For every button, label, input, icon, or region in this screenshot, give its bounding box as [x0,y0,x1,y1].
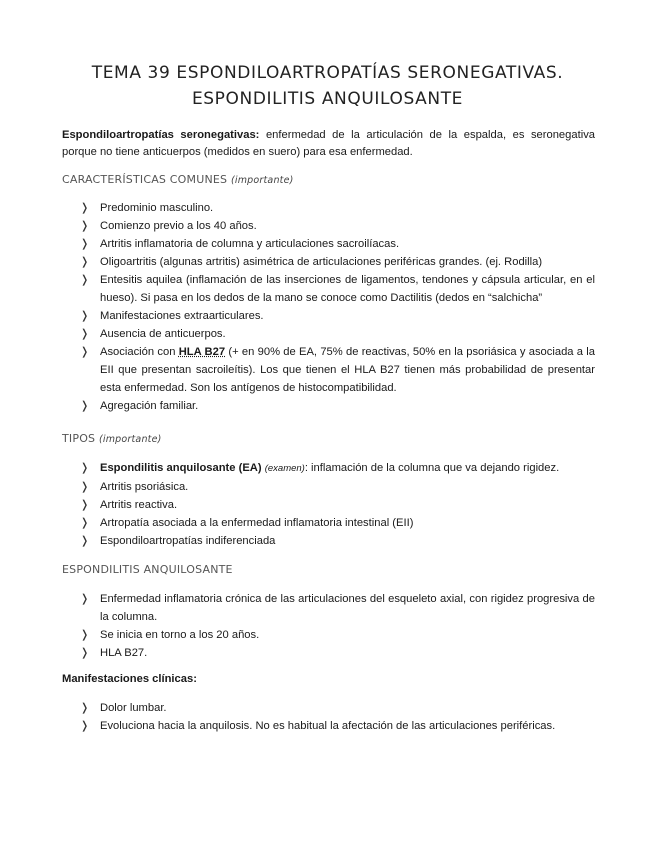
page-title: TEMA 39 ESPONDILOARTROPATÍAS SERONEGATIVAS. ESPONDILITIS ANQUILOSANTE [91,63,564,109]
list-item: ❭ Predominio masculino. [62,199,595,217]
list-item: ❭ Espondiloartropatías indiferenciada [62,532,595,550]
chevron-right-icon: ❭ [80,629,90,641]
section-label: CARACTERÍSTICAS COMUNES [62,173,228,186]
intro-term: Espondiloartropatías seronegativas: [62,129,260,141]
chevron-right-icon: ❭ [80,481,90,493]
section-label: TIPOS [62,432,96,445]
section-label: ESPONDILITIS ANQUILOSANTE [62,563,233,576]
list-item: ❭ Artropatía asociada a la enfermedad inflamatoria intestinal (EII) [62,514,595,532]
list-item: ❭ HLA B27. [62,644,595,662]
chevron-right-icon: ❭ [80,535,90,547]
section-note: (importante) [98,434,162,445]
chevron-right-icon: ❭ [80,517,90,529]
list-item: ❭ Evoluciona hacia la anquilosis. No es habitual la afectación de las articulaciones periféricas. [62,717,595,735]
intro-text: enfermedad de la articulación de la espalda, es seronegativa porque no tiene anticuerpos (medidos en suero) para esa enfermedad. [62,129,596,158]
list-item: ❭ Entesitis aquilea (inflamación de las inserciones de ligamentos, tendones y cápsula articular, en el hueso). Si pasa en los dedos de la mano se conoce como Dactilitis (dedos en “salchicha” [62,271,595,307]
list-item: ❭ Dolor lumbar. [62,699,595,717]
chevron-right-icon: ❭ [80,702,90,714]
chevron-right-icon: ❭ [80,462,90,474]
hla-b27-term: HLA B27 [178,346,226,358]
list-item: ❭ Agregación familiar. [62,397,595,415]
chevron-right-icon: ❭ [80,346,90,358]
section-heading-tipos [62,432,162,445]
list-item: ❭ Artritis reactiva. [62,496,595,514]
list-item: ❭ Comienzo previo a los 40 años. [62,217,595,235]
section-heading-manifestaciones: Manifestaciones clínicas: [62,673,197,685]
chevron-right-icon: ❭ [80,647,90,659]
list-item: ❭ Artritis inflamatoria de columna y articulaciones sacroilíacas. [62,235,595,253]
list-item: ❭ Enfermedad inflamatoria crónica de las articulaciones del esqueleto axial, con rigidez progresiva de la columna. [62,590,595,626]
chevron-right-icon: ❭ [80,238,90,250]
list-item: ❭ Manifestaciones extraarticulares. [62,307,595,325]
list-item: ❭ Oligoartritis (algunas artritis) asimétrica de articulaciones periféricas grandes. (ej. Rodilla) [62,253,595,271]
espondilitis-list [62,590,595,662]
chevron-right-icon: ❭ [80,274,90,286]
section-heading-caracteristicas [62,173,294,186]
chevron-right-icon: ❭ [80,310,90,322]
manifestaciones-list [62,699,595,735]
chevron-right-icon: ❭ [80,400,90,412]
section-note: (importante) [230,175,294,186]
list-item: ❭ Asociación con HLA B27 (+ en 90% de EA, 75% de reactivas, 50% en la psoriásica y asociada a la EII que presentan sacroileítis). Los que tienen el HLA B27 tienen más probabilidad de presentar esta enfermedad. Son los antígenos de histocompatibilidad. [62,343,595,397]
chevron-right-icon: ❭ [80,256,90,268]
list-item: ❭ Se inicia en torno a los 20 años. [62,626,595,644]
section-heading-espondilitis [62,563,233,576]
chevron-right-icon: ❭ [80,720,90,732]
chevron-right-icon: ❭ [80,328,90,340]
chevron-right-icon: ❭ [80,220,90,232]
list-item: ❭ Ausencia de anticuerpos. [62,325,595,343]
chevron-right-icon: ❭ [80,593,90,605]
chevron-right-icon: ❭ [80,202,90,214]
tipos-list [62,459,595,550]
list-item: ❭ Espondilitis anquilosante (EA) (examen): inflamación de la columna que va dejando rigidez. [62,459,595,478]
caracteristicas-list [62,199,595,415]
chevron-right-icon: ❭ [80,499,90,511]
intro-paragraph [62,127,595,161]
list-item: ❭ Artritis psoriásica. [62,478,595,496]
